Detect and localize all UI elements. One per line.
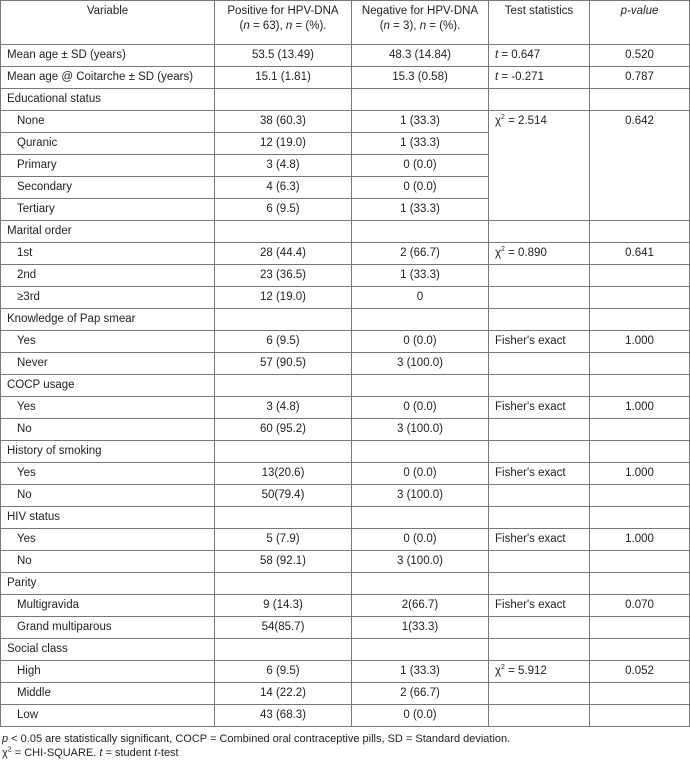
row-label: No [1,419,215,441]
row-label: Primary [1,155,215,177]
table-row [1,67,690,89]
footnote-line-2: $\chi^2$ = CHI-SQUARE. t = student t-test [2,746,179,759]
cell-negative: 0 (0.0) [352,463,489,485]
row-label: Mean age ± SD (years) [1,45,215,67]
cell-negative: 0 (0.0) [352,155,489,177]
cell-p-value: 0.070 [590,595,690,617]
cell-positive: 43 (68.3) [215,705,352,727]
cell-positive: 28 (44.4) [215,243,352,265]
table-row [1,287,690,309]
group-label: Educational status [1,89,215,111]
table-row [1,243,690,265]
cell-positive: 58 (92.1) [215,551,352,573]
cell-positive: 50(79.4) [215,485,352,507]
row-label: High [1,661,215,683]
header-negative: Negative for HPV-DNA (n = 3), n = (%). [352,1,489,45]
cell-negative: 48.3 (14.84) [352,45,489,67]
cell-test: t = -0.271 [489,67,590,89]
cell-p-value: 0.642 [590,111,690,221]
cell-positive: 57 (90.5) [215,353,352,375]
group-header-row [1,573,690,595]
group-header-row [1,441,690,463]
row-label: Yes [1,463,215,485]
cell-test: t = 0.647 [489,45,590,67]
cell-negative: 15.3 (0.58) [352,67,489,89]
cell-positive: 12 (19.0) [215,133,352,155]
group-label: Knowledge of Pap smear [1,309,215,331]
group-label: Parity [1,573,215,595]
table-row [1,705,690,727]
cell-positive: 6 (9.5) [215,331,352,353]
table-row [1,683,690,705]
cell-negative: 1 (33.3) [352,111,489,133]
table-row [1,265,690,287]
cell-test: Fisher's exact [489,397,590,419]
cell-test: Fisher's exact [489,529,590,551]
cell-positive: 13(20.6) [215,463,352,485]
table-row [1,661,690,683]
group-label: HIV status [1,507,215,529]
cell-test: Fisher's exact [489,595,590,617]
cell-p-value: 0.787 [590,67,690,89]
cell-negative: 3 (100.0) [352,485,489,507]
group-header-row [1,507,690,529]
cell-negative: 1 (33.3) [352,661,489,683]
table-row [1,45,690,67]
header-test-statistics: Test statistics [489,1,590,45]
row-label: Secondary [1,177,215,199]
cell-positive: 12 (19.0) [215,287,352,309]
row-label: Multigravida [1,595,215,617]
table-row [1,595,690,617]
cell-negative: 0 (0.0) [352,397,489,419]
row-label: Yes [1,529,215,551]
cell-positive: 3 (4.8) [215,397,352,419]
table-row [1,529,690,551]
cell-negative: 2 (66.7) [352,243,489,265]
cell-positive: 15.1 (1.81) [215,67,352,89]
cell-negative: 1 (33.3) [352,133,489,155]
cell-test: $\chi^2 = 0.890$ [489,243,590,265]
row-label: Quranic [1,133,215,155]
cell-positive: 9 (14.3) [215,595,352,617]
cell-negative: 2 (66.7) [352,683,489,705]
table-row [1,617,690,639]
cell-p-value: 0.052 [590,661,690,683]
row-label: ≥3rd [1,287,215,309]
row-label: Low [1,705,215,727]
cell-p-value: 1.000 [590,397,690,419]
table-row [1,485,690,507]
cell-p-value: 0.520 [590,45,690,67]
header-row [1,1,690,45]
footnote-line-1: p < 0.05 are statistically significant, COCP = Combined oral contraceptive pills, SD = Standard deviation. [2,733,511,745]
group-header-row [1,221,690,243]
group-header-row [1,639,690,661]
cell-positive: 6 (9.5) [215,199,352,221]
group-label: History of smoking [1,441,215,463]
header-p-value: p-value [590,1,690,45]
cell-negative: 0 (0.0) [352,331,489,353]
cell-negative: 0 (0.0) [352,705,489,727]
cell-negative: 1(33.3) [352,617,489,639]
cell-positive: 3 (4.8) [215,155,352,177]
group-header-row [1,309,690,331]
row-label: Middle [1,683,215,705]
group-header-row [1,375,690,397]
table-row [1,419,690,441]
row-label: Yes [1,331,215,353]
group-label: COCP usage [1,375,215,397]
cell-test: $\chi^2 = 5.912$ [489,661,590,683]
row-label: 1st [1,243,215,265]
cell-negative: 3 (100.0) [352,419,489,441]
cell-positive: 14 (22.2) [215,683,352,705]
header-variable: Variable [1,1,215,45]
cell-positive: 23 (36.5) [215,265,352,287]
cell-negative: 3 (100.0) [352,551,489,573]
cell-positive: 53.5 (13.49) [215,45,352,67]
cell-p-value: 1.000 [590,529,690,551]
cell-positive: 60 (95.2) [215,419,352,441]
cell-negative: 3 (100.0) [352,353,489,375]
table-row [1,397,690,419]
row-label: No [1,551,215,573]
cell-positive: 6 (9.5) [215,661,352,683]
row-label: Tertiary [1,199,215,221]
cell-test: Fisher's exact [489,463,590,485]
cell-negative: 0 (0.0) [352,177,489,199]
header-positive: Positive for HPV-DNA (n = 63), n = (%). [215,1,352,45]
cell-negative: 1 (33.3) [352,199,489,221]
cell-p-value: 1.000 [590,331,690,353]
row-label: None [1,111,215,133]
cell-p-value: 1.000 [590,463,690,485]
group-header-row [1,89,690,111]
row-label: Grand multiparous [1,617,215,639]
row-label: Never [1,353,215,375]
row-label: Yes [1,397,215,419]
cell-negative: 0 (0.0) [352,529,489,551]
cell-negative: 2(66.7) [352,595,489,617]
cell-positive: 4 (6.3) [215,177,352,199]
cell-positive: 38 (60.3) [215,111,352,133]
cell-positive: 54(85.7) [215,617,352,639]
cell-test: $\chi^2 = 2.514$ [489,111,590,221]
table-row [1,331,690,353]
row-label: Mean age @ Coitarche ± SD (years) [1,67,215,89]
row-label: No [1,485,215,507]
cell-negative: 1 (33.3) [352,265,489,287]
cell-negative: 0 [352,287,489,309]
cell-positive: 5 (7.9) [215,529,352,551]
table-row [1,111,690,133]
cell-p-value: 0.641 [590,243,690,265]
cell-test: Fisher's exact [489,331,590,353]
row-label: 2nd [1,265,215,287]
table-row [1,463,690,485]
group-label: Social class [1,639,215,661]
table-row [1,551,690,573]
table-row [1,353,690,375]
group-label: Marital order [1,221,215,243]
